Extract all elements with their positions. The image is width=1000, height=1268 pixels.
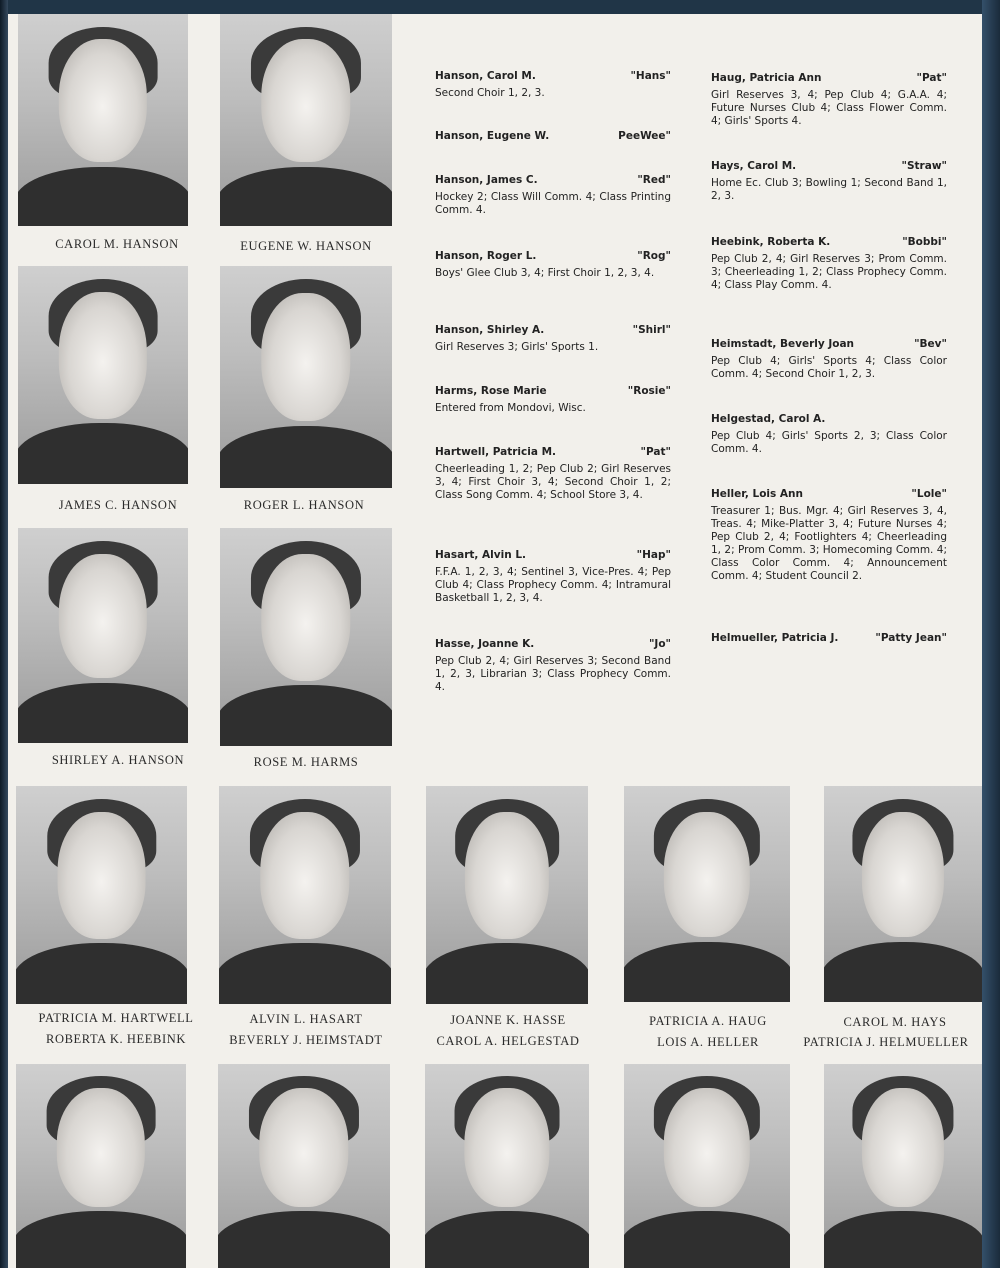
student-name: Hays, Carol M. [711, 160, 797, 172]
bio-entry [711, 632, 947, 649]
student-activities: Home Ec. Club 3; Bowling 1; Second Band 1, 2, 3. [711, 177, 947, 202]
student-activities: Pep Club 4; Girls' Sports 4; Class Color Comm. 4; Second Choir 1, 2, 3. [711, 355, 947, 380]
student-nickname: "Lole" [911, 488, 947, 500]
bio-entry [711, 413, 947, 456]
bio-name-line [435, 130, 671, 145]
portrait-caption: SHIRLEY A. HANSON [51, 753, 185, 767]
student-name: Heebink, Roberta K. [711, 236, 831, 248]
bio-name-line [435, 324, 671, 339]
bio-entry [711, 160, 947, 203]
bio-name-line [711, 632, 947, 647]
portrait-caption: CAROL M. HAYS [843, 1015, 947, 1029]
student-activities: Girl Reserves 3; Girls' Sports 1. [435, 341, 599, 353]
student-activities: Pep Club 4; Girls' Sports 2, 3; Class Color Comm. 4. [711, 430, 947, 455]
student-name: Hasart, Alvin L. [435, 549, 527, 561]
portrait-caption: ROBERTA K. HEEBINK [46, 1032, 186, 1046]
bio-name-line [711, 160, 947, 175]
bio-entry [435, 174, 671, 217]
book-spine-edge [0, 0, 8, 1268]
student-name: Hasse, Joanne K. [435, 638, 535, 650]
bio-entry [435, 638, 671, 694]
student-name: Helgestad, Carol A. [711, 413, 826, 425]
bio-name-line [711, 413, 947, 428]
bio-name-line [435, 446, 671, 461]
bio-name-line [435, 70, 671, 85]
bio-name-line [435, 549, 671, 564]
student-name: Hanson, Roger L. [435, 250, 537, 262]
student-activities: Pep Club 2, 4; Girl Reserves 3; Prom Comm. 3; Cheerleading 1, 2; Class Prophecy Comm. 4; Class Play Comm. 4. [711, 253, 947, 291]
student-activities: Second Choir 1, 2, 3. [435, 87, 545, 99]
bio-name-line [711, 236, 947, 251]
portrait-caption: ALVIN L. HASART [249, 1012, 363, 1026]
student-nickname: "Bev" [914, 338, 947, 350]
scan-top-edge [0, 0, 1000, 14]
yearbook-page [8, 14, 982, 1268]
portrait-photo [624, 1064, 790, 1268]
student-name: Helmueller, Patricia J. [711, 632, 839, 644]
student-nickname: "Bobbi" [902, 236, 947, 248]
portrait-caption: JAMES C. HANSON [58, 498, 178, 512]
bio-name-line [435, 250, 671, 265]
portrait-caption: LOIS A. HELLER [657, 1035, 759, 1049]
bio-entry [435, 250, 671, 280]
student-nickname: "Rosie" [627, 385, 671, 397]
student-activities: F.F.A. 1, 2, 3, 4; Sentinel 3, Vice-Pres. 4; Pep Club 4; Class Prophecy Comm. 4; Intramural Basketball 1, 2, 3, 4. [435, 566, 671, 604]
student-activities: Hockey 2; Class Will Comm. 4; Class Printing Comm. 4. [435, 191, 671, 216]
student-nickname: "Patty Jean" [875, 632, 947, 644]
student-name: Heller, Lois Ann [711, 488, 803, 500]
portrait-photo [425, 1064, 589, 1268]
book-cover-edge [982, 0, 1000, 1268]
portrait-caption: ROSE M. HARMS [253, 755, 359, 769]
student-nickname: "Straw" [901, 160, 947, 172]
bio-entry [711, 488, 947, 583]
portrait-caption: CAROL A. HELGESTAD [436, 1034, 580, 1048]
bio-name-line [435, 638, 671, 653]
portrait-photo [624, 786, 790, 1002]
portrait-photo [16, 786, 187, 1004]
bio-name-line [435, 385, 671, 400]
bio-entry [711, 338, 947, 381]
portrait-photo [220, 266, 392, 488]
student-nickname: "Shirl" [632, 324, 671, 336]
portrait-caption: PATRICIA A. HAUG [649, 1014, 767, 1028]
student-nickname: "Hap" [636, 549, 671, 561]
student-nickname: "Pat" [640, 446, 671, 458]
portrait-caption: EUGENE W. HANSON [240, 239, 372, 253]
student-activities: Pep Club 2, 4; Girl Reserves 3; Second Band 1, 2, 3, Librarian 3; Class Prophecy Comm. 4. [435, 655, 671, 693]
bio-entry [435, 385, 671, 415]
bio-entry [711, 236, 947, 292]
portrait-photo [426, 786, 588, 1004]
student-nickname: "Red" [637, 174, 671, 186]
bio-entry [711, 72, 947, 128]
portrait-photo [18, 266, 188, 484]
student-activities: Boys' Glee Club 3, 4; First Choir 1, 2, 3, 4. [435, 267, 655, 279]
bio-entry [435, 549, 671, 605]
student-nickname: PeeWee" [618, 130, 671, 142]
student-name: Hanson, Carol M. [435, 70, 536, 82]
portrait-photo [220, 528, 392, 746]
portrait-photo [824, 1064, 982, 1268]
student-nickname: "Pat" [916, 72, 947, 84]
bio-name-line [711, 72, 947, 87]
portrait-photo [218, 1064, 390, 1268]
student-nickname: "Jo" [648, 638, 671, 650]
portrait-photo [16, 1064, 186, 1268]
student-name: Hanson, James C. [435, 174, 538, 186]
portrait-caption: CAROL M. HANSON [55, 237, 179, 251]
student-name: Hartwell, Patricia M. [435, 446, 557, 458]
portrait-caption: PATRICIA J. HELMUELLER [803, 1035, 969, 1049]
portrait-photo [824, 786, 982, 1002]
portrait-caption: ROGER L. HANSON [243, 498, 365, 512]
student-activities: Cheerleading 1, 2; Pep Club 2; Girl Reserves 3, 4; First Choir 3, 4; Second Choir 1, 2; Class Song Comm. 4; School Store 3, 4. [435, 463, 671, 501]
bio-entry [435, 446, 671, 502]
student-name: Hanson, Shirley A. [435, 324, 545, 336]
bio-entry [435, 324, 671, 354]
student-name: Hanson, Eugene W. [435, 130, 550, 142]
portrait-caption: JOANNE K. HASSE [450, 1013, 566, 1027]
bio-name-line [711, 488, 947, 503]
portrait-photo [18, 528, 188, 743]
student-nickname: "Hans" [630, 70, 671, 82]
student-name: Harms, Rose Marie [435, 385, 547, 397]
portrait-caption: PATRICIA M. HARTWELL [38, 1011, 194, 1025]
bio-entry [435, 70, 671, 100]
bio-entry [435, 130, 671, 147]
student-name: Haug, Patricia Ann [711, 72, 822, 84]
student-activities: Treasurer 1; Bus. Mgr. 4; Girl Reserves 3, 4, Treas. 4; Mike-Platter 3, 4; Future Nurses 4; Pep Club 2, 4; Footlighters 4; Cheerleading 1, 2; Prom Comm. 3; Homecoming Comm. 4; Class Color Comm. 4; Announcement Comm. 4; Student Council 2. [711, 505, 947, 582]
student-nickname: "Rog" [637, 250, 671, 262]
bio-name-line [435, 174, 671, 189]
portrait-caption: BEVERLY J. HEIMSTADT [229, 1033, 383, 1047]
student-activities: Girl Reserves 3, 4; Pep Club 4; G.A.A. 4; Future Nurses Club 4; Class Flower Comm. 4; Girls' Sports 4. [711, 89, 947, 127]
student-name: Heimstadt, Beverly Joan [711, 338, 855, 350]
student-activities: Entered from Mondovi, Wisc. [435, 402, 586, 414]
portrait-photo [220, 14, 392, 226]
portrait-photo [219, 786, 391, 1004]
portrait-photo [18, 14, 188, 226]
bio-name-line [711, 338, 947, 353]
